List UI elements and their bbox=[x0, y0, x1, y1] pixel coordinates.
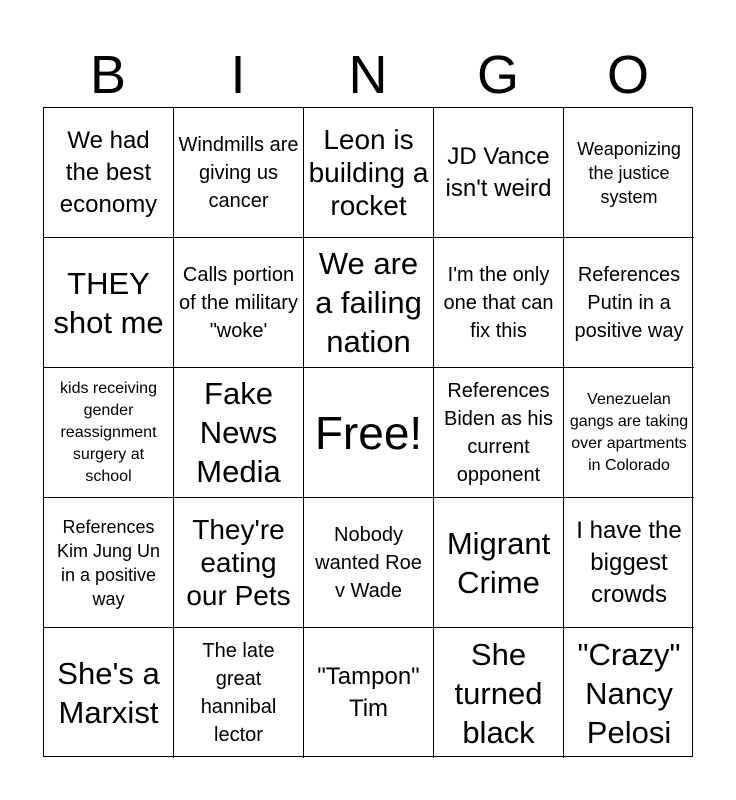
bingo-cell[interactable] bbox=[44, 238, 174, 368]
cell-text: JD Vance isn't weird bbox=[445, 142, 552, 202]
bingo-cell[interactable] bbox=[174, 238, 304, 368]
bingo-cell[interactable] bbox=[44, 368, 174, 498]
cell-text: She turned black bbox=[454, 636, 543, 750]
bingo-cell[interactable] bbox=[44, 108, 174, 238]
bingo-cell[interactable] bbox=[174, 498, 304, 628]
cell-text: Fake News Media bbox=[196, 376, 281, 489]
bingo-cell[interactable] bbox=[174, 368, 304, 498]
bingo-cell[interactable] bbox=[564, 238, 694, 368]
bingo-cell[interactable] bbox=[434, 108, 564, 238]
cell-text: I'm the only one that can fix this bbox=[443, 263, 554, 342]
header-letter-n: N bbox=[348, 45, 388, 105]
bingo-cell[interactable] bbox=[564, 108, 694, 238]
bingo-cell[interactable] bbox=[44, 628, 174, 758]
cell-text: "Tampon" Tim bbox=[317, 663, 420, 722]
cell-text: Migrant Crime bbox=[446, 525, 551, 600]
header-letter-i: I bbox=[230, 45, 246, 105]
cell-text: "Crazy" Nancy Pelosi bbox=[577, 636, 681, 750]
cell-text: Windmills are giving us cancer bbox=[178, 133, 299, 212]
free-space-cell[interactable] bbox=[304, 368, 434, 498]
cell-text: Calls portion of the military "woke' bbox=[179, 263, 298, 342]
cell-text: We are a failing nation bbox=[315, 246, 422, 359]
bingo-cell[interactable] bbox=[564, 498, 694, 628]
bingo-board bbox=[43, 107, 693, 757]
bingo-cell[interactable] bbox=[304, 238, 434, 368]
header-letter-b: B bbox=[89, 45, 127, 105]
bingo-header bbox=[43, 44, 693, 106]
bingo-cell[interactable] bbox=[174, 628, 304, 758]
cell-text: I have the biggest crowds bbox=[576, 516, 682, 608]
bingo-cell[interactable] bbox=[434, 238, 564, 368]
bingo-cell[interactable] bbox=[304, 628, 434, 758]
bingo-cell[interactable] bbox=[304, 108, 434, 238]
cell-text: Venezuelan gangs are taking over apartments in Colorado bbox=[569, 390, 689, 474]
cell-text: Weaponizing the justice system bbox=[577, 138, 681, 207]
cell-text: References Kim Jung Un in a positive way bbox=[56, 516, 161, 609]
cell-text: References Putin in a positive way bbox=[574, 263, 684, 342]
bingo-cell[interactable] bbox=[434, 628, 564, 758]
cell-text: They're eating our Pets bbox=[186, 514, 291, 611]
bingo-cell[interactable] bbox=[304, 498, 434, 628]
header-letter-g: G bbox=[476, 45, 519, 105]
bingo-cell[interactable] bbox=[44, 498, 174, 628]
cell-text: References Biden as his current opponent bbox=[444, 379, 553, 486]
bingo-cell[interactable] bbox=[564, 628, 694, 758]
bingo-cell[interactable] bbox=[434, 368, 564, 498]
free-space-label: Free! bbox=[314, 406, 423, 459]
cell-text: The late great hannibal lector bbox=[200, 640, 277, 746]
cell-text: She's a Marxist bbox=[57, 656, 160, 730]
cell-text: Nobody wanted Roe v Wade bbox=[315, 523, 422, 602]
bingo-cell[interactable] bbox=[434, 498, 564, 628]
bingo-cell[interactable] bbox=[174, 108, 304, 238]
cell-text: kids receiving gender reassignment surgery at school bbox=[60, 379, 157, 485]
cell-text: We had the best economy bbox=[59, 126, 158, 218]
cell-text: THEY shot me bbox=[53, 265, 164, 340]
cell-text: Leon is building a rocket bbox=[308, 124, 429, 221]
bingo-cell[interactable] bbox=[564, 368, 694, 498]
header-letter-o: O bbox=[606, 45, 649, 105]
